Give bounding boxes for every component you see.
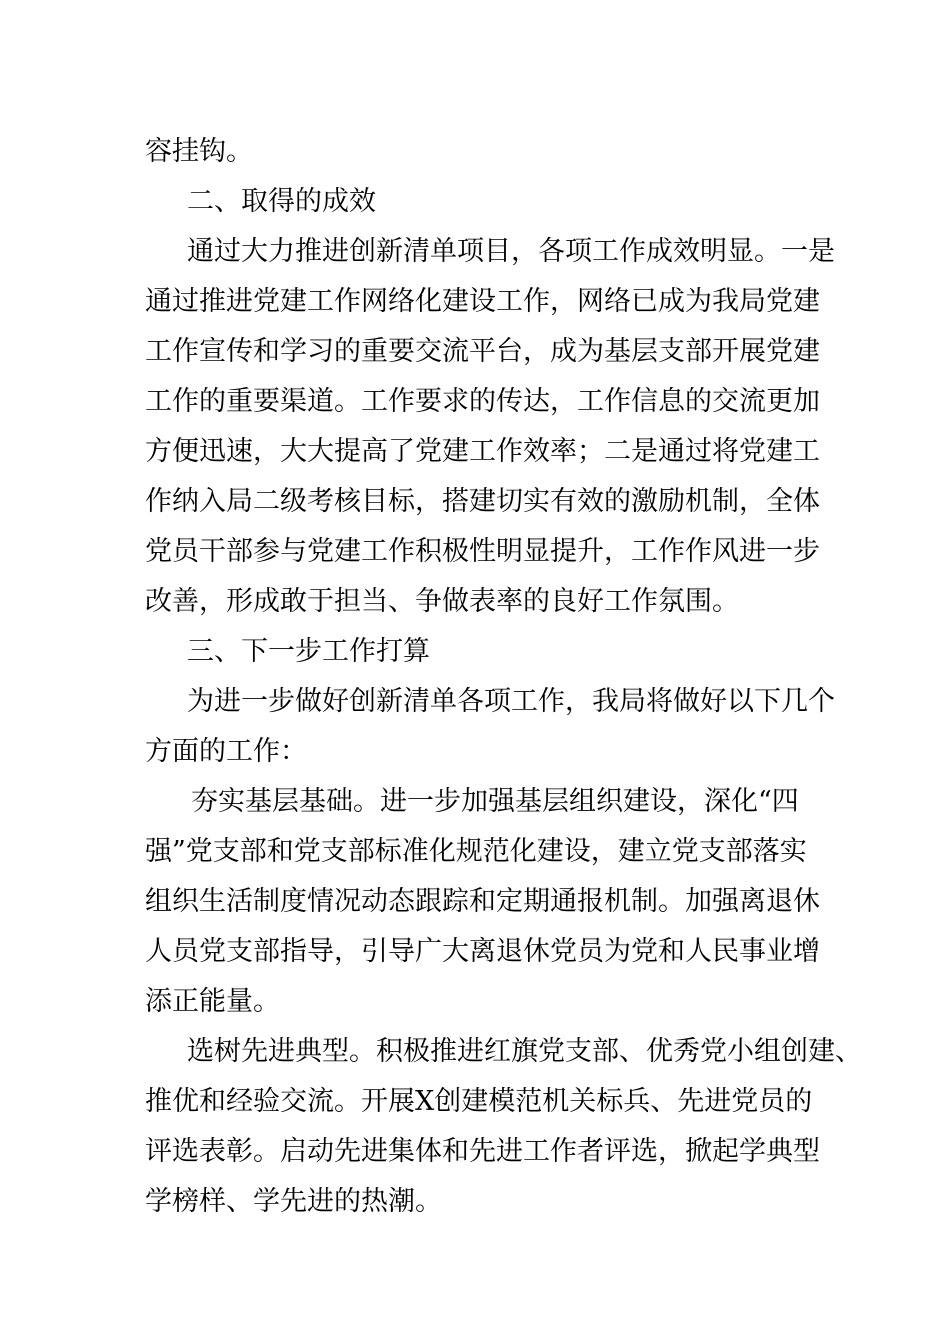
text-line: 通过推进党建工作网络化建设工作，网络已成为我局党建	[145, 286, 820, 317]
text-line: 组织生活制度情况动态跟踪和定期通报机制。加强离退休	[145, 886, 820, 917]
text-line: 方便迅速，大大提高了党建工作效率；二是通过将党建工	[145, 436, 820, 467]
text-line: 选树先进典型。积极推进红旗党支部、优秀党小组创建、	[187, 1036, 862, 1067]
text-line: 人员党支部指导，引导广大离退休党员为党和人民事业增	[145, 936, 820, 967]
text-line: 工作的重要渠道。工作要求的传达，工作信息的交流更加	[145, 386, 820, 417]
text-line: 党员干部参与党建工作积极性明显提升，工作作风进一步	[145, 536, 820, 567]
text-line: 改善，形成敢于担当、争做表率的良好工作氛围。	[145, 586, 739, 617]
text-line: 作纳入局二级考核目标，搭建切实有效的激励机制，全体	[145, 486, 820, 517]
text-line: 推优和经验交流。开展X创建模范机关标兵、先进党员的	[145, 1086, 813, 1117]
text-line: 学榜样、学先进的热潮。	[145, 1186, 442, 1217]
text-line: 方面的工作：	[145, 736, 307, 767]
document-body	[145, 127, 862, 1227]
text-line: 评选表彰。启动先进集体和先进工作者评选，掀起学典型	[145, 1136, 820, 1167]
text-line: 为进一步做好创新清单各项工作，我局将做好以下几个	[187, 686, 835, 717]
text-line: 通过大力推进创新清单项目，各项工作成效明显。一是	[187, 236, 835, 267]
text-line: 添正能量。	[145, 986, 280, 1017]
text-line: 夯实基层基础。进一步加强基层组织建设，深化“四	[191, 786, 799, 817]
text-line: 工作宣传和学习的重要交流平台，成为基层支部开展党建	[145, 336, 820, 367]
section-heading-next-steps: 三、下一步工作打算	[187, 636, 430, 667]
text-line: 强”党支部和党支部标准化规范化建设，建立党支部落实	[145, 836, 807, 867]
section-heading-achievements: 二、取得的成效	[187, 186, 376, 217]
text-line: 容挂钩。	[145, 136, 253, 167]
